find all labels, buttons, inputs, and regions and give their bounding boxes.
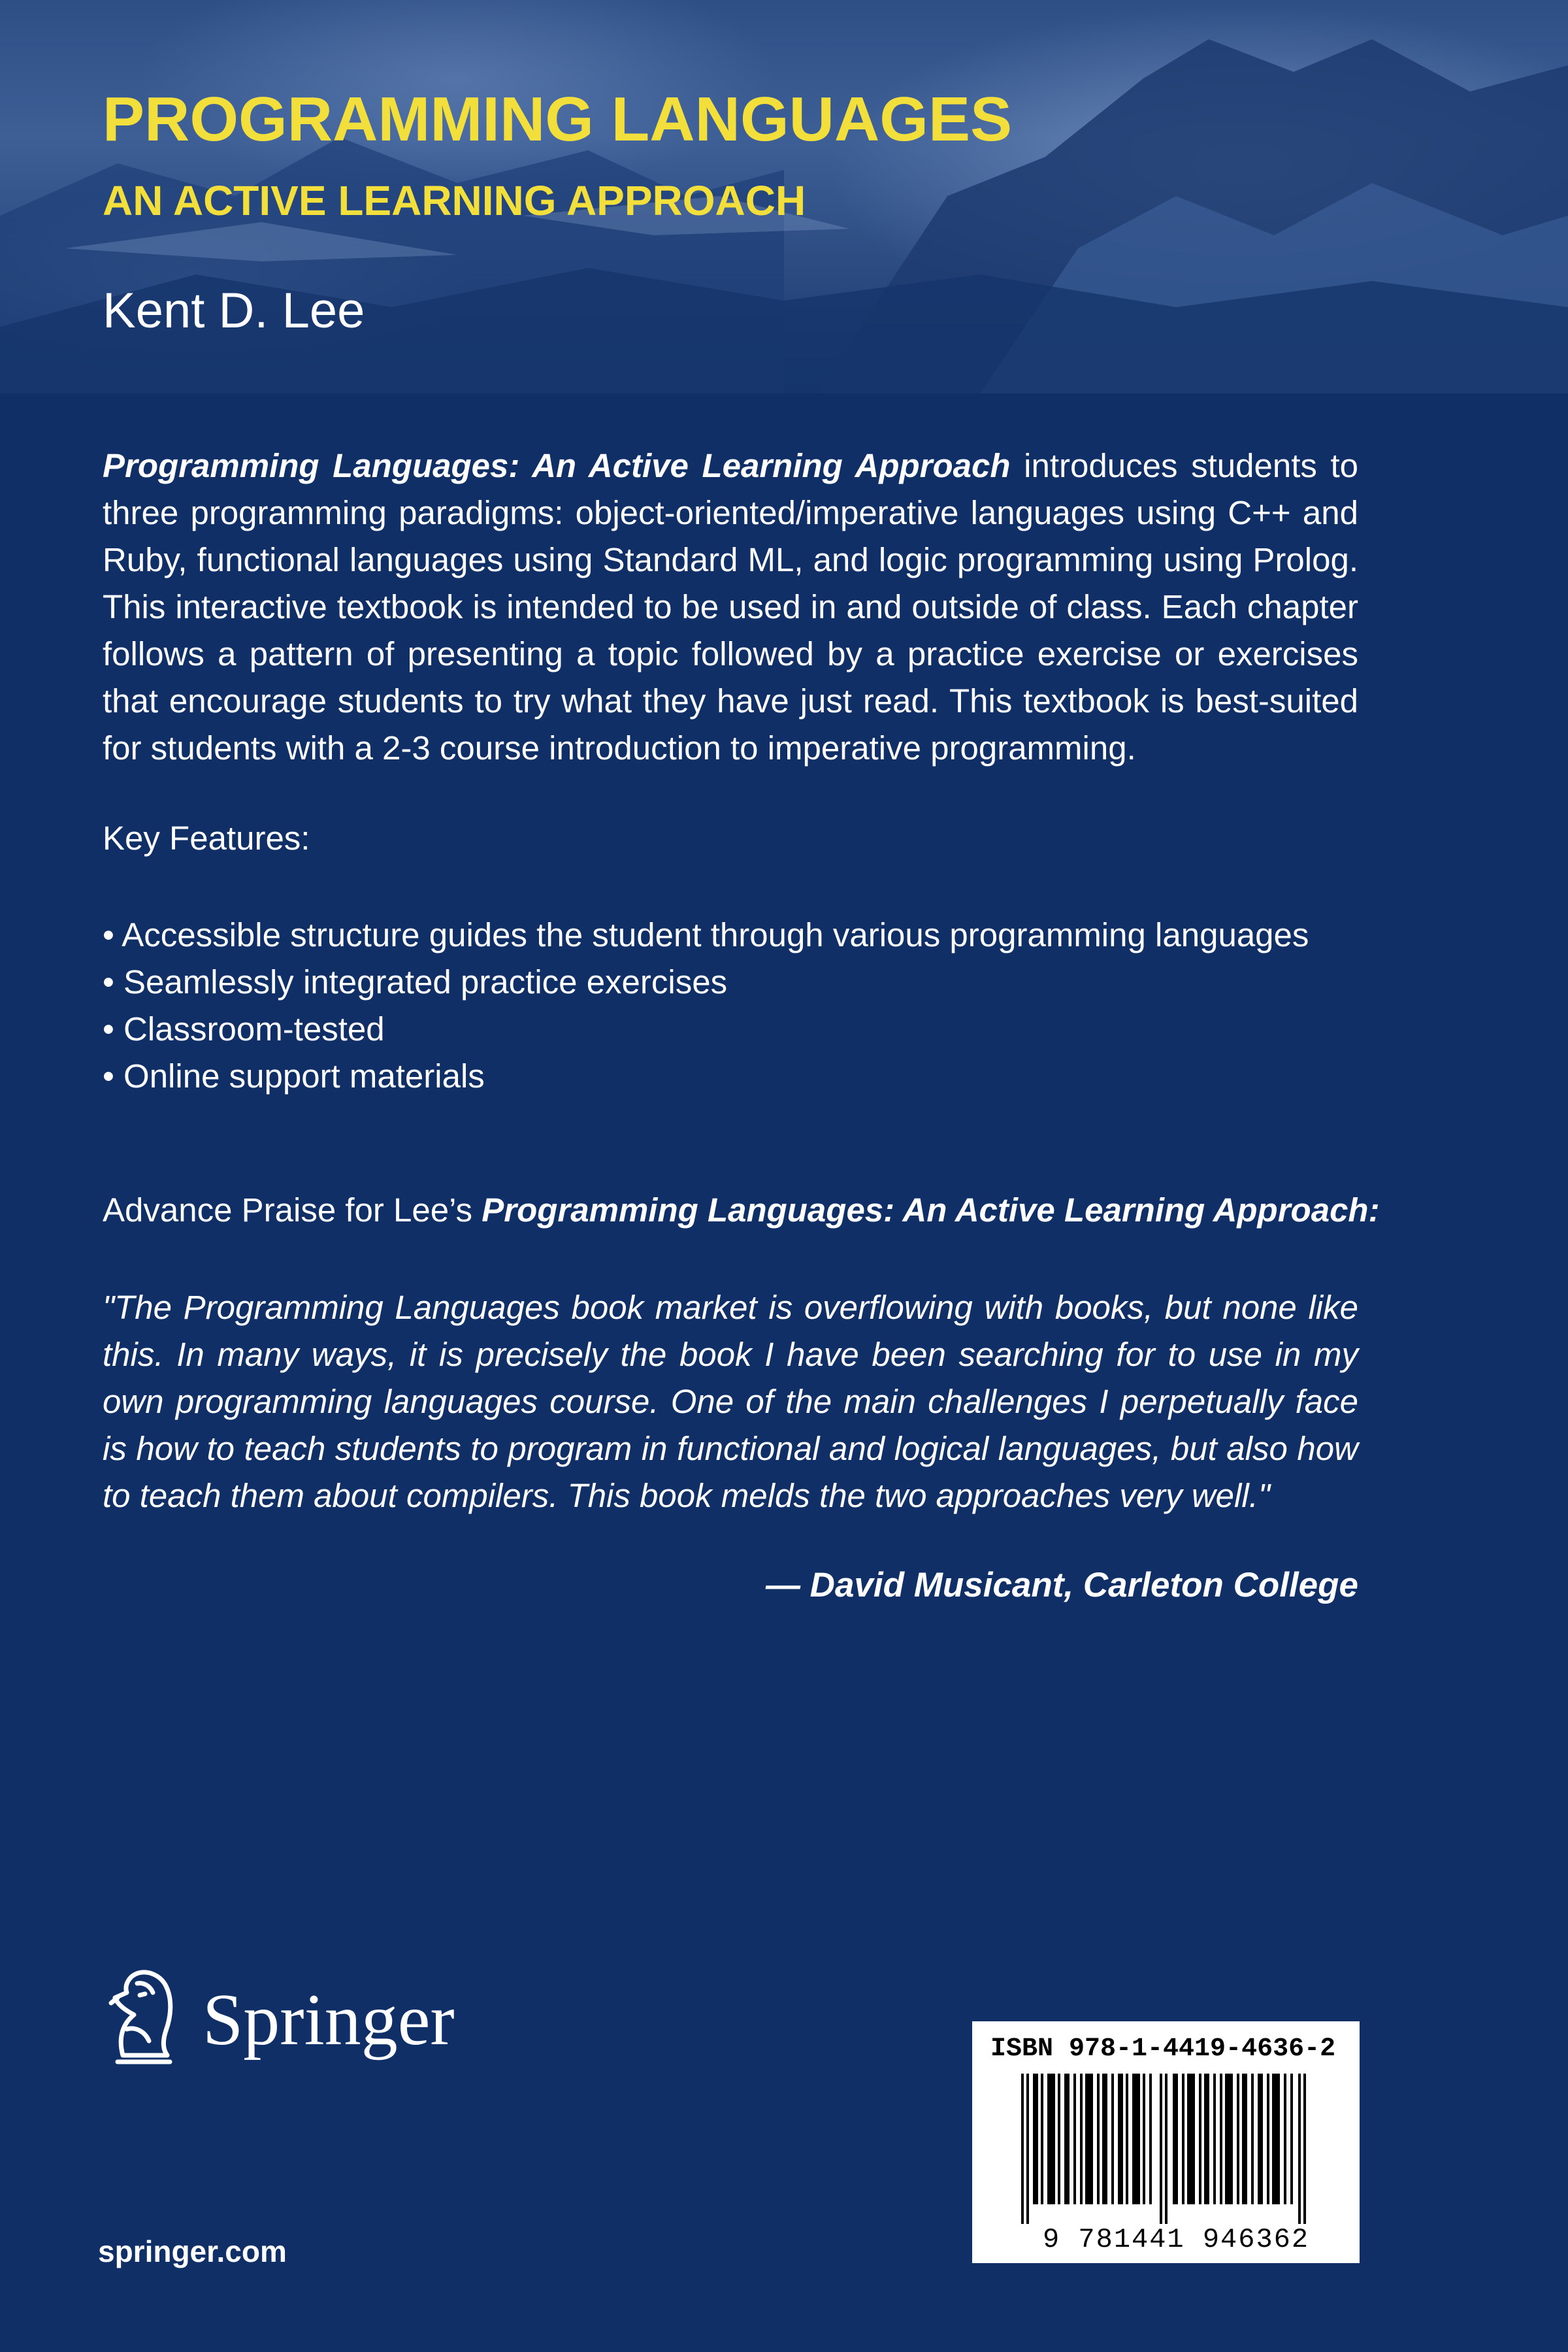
- springer-wordmark: Springer: [203, 1979, 455, 2061]
- praise-attribution: — David Musicant, Carleton College: [765, 1566, 1358, 1604]
- feature-item: • Online support materials: [103, 1057, 485, 1095]
- springer-horse-icon: [98, 1964, 189, 2075]
- isbn-barcode: [972, 2021, 1360, 2263]
- author-name: Kent D. Lee: [103, 283, 365, 339]
- barcode-bars: [1021, 2074, 1315, 2224]
- key-features-heading: Key Features:: [103, 820, 310, 857]
- ean-digits: 9 781441 946362: [1043, 2224, 1310, 2255]
- description-paragraph: [103, 442, 1358, 772]
- praise-quote: "The Programming Languages book market is overflowing with books, but none like this. In many ways, it is precisely the book I have been searching for to use in my own programming languages course. One of the main challenges I perpetually face is how to teach students to program in functional and logical languages, but also how to teach them about compilers. This book melds the two approaches very well.": [103, 1289, 1358, 1514]
- description-text: introduces students to three programming paradigms: object-oriented/imperative languages using C++ and Ruby, functional languages using Standard ML, and logic programming using Prolog. This interactive textbook is intended to be used in and outside of class. Each chapter follows a pattern of presenting a topic followed by a practice exercise or exercises that encourage students to try what they have just read. This textbook is best-suited for students with a 2-3 course introduction to imperative programming.: [103, 447, 1358, 767]
- cover-banner: [0, 0, 1568, 393]
- book-subtitle: AN ACTIVE LEARNING APPROACH: [103, 177, 806, 224]
- springer-logo: [98, 1964, 503, 2075]
- praise-intro-title: Programming Languages: An Active Learning Approach:: [482, 1191, 1380, 1229]
- key-features-list: [103, 912, 1309, 1100]
- praise-intro: [103, 1191, 1380, 1229]
- publisher-website: springer.com: [98, 2234, 287, 2268]
- book-title: PROGRAMMING LANGUAGES: [103, 84, 1012, 154]
- isbn-label: ISBN 978-1-4419-4636-2: [990, 2034, 1336, 2064]
- feature-item: • Seamlessly integrated practice exercises: [103, 963, 728, 1001]
- feature-item: • Accessible structure guides the student through various programming languages: [103, 916, 1309, 953]
- feature-item: • Classroom-tested: [103, 1010, 385, 1048]
- description-book-title: Programming Languages: An Active Learning Approach: [103, 447, 1011, 484]
- praise-intro-text: Advance Praise for Lee’s: [103, 1191, 482, 1229]
